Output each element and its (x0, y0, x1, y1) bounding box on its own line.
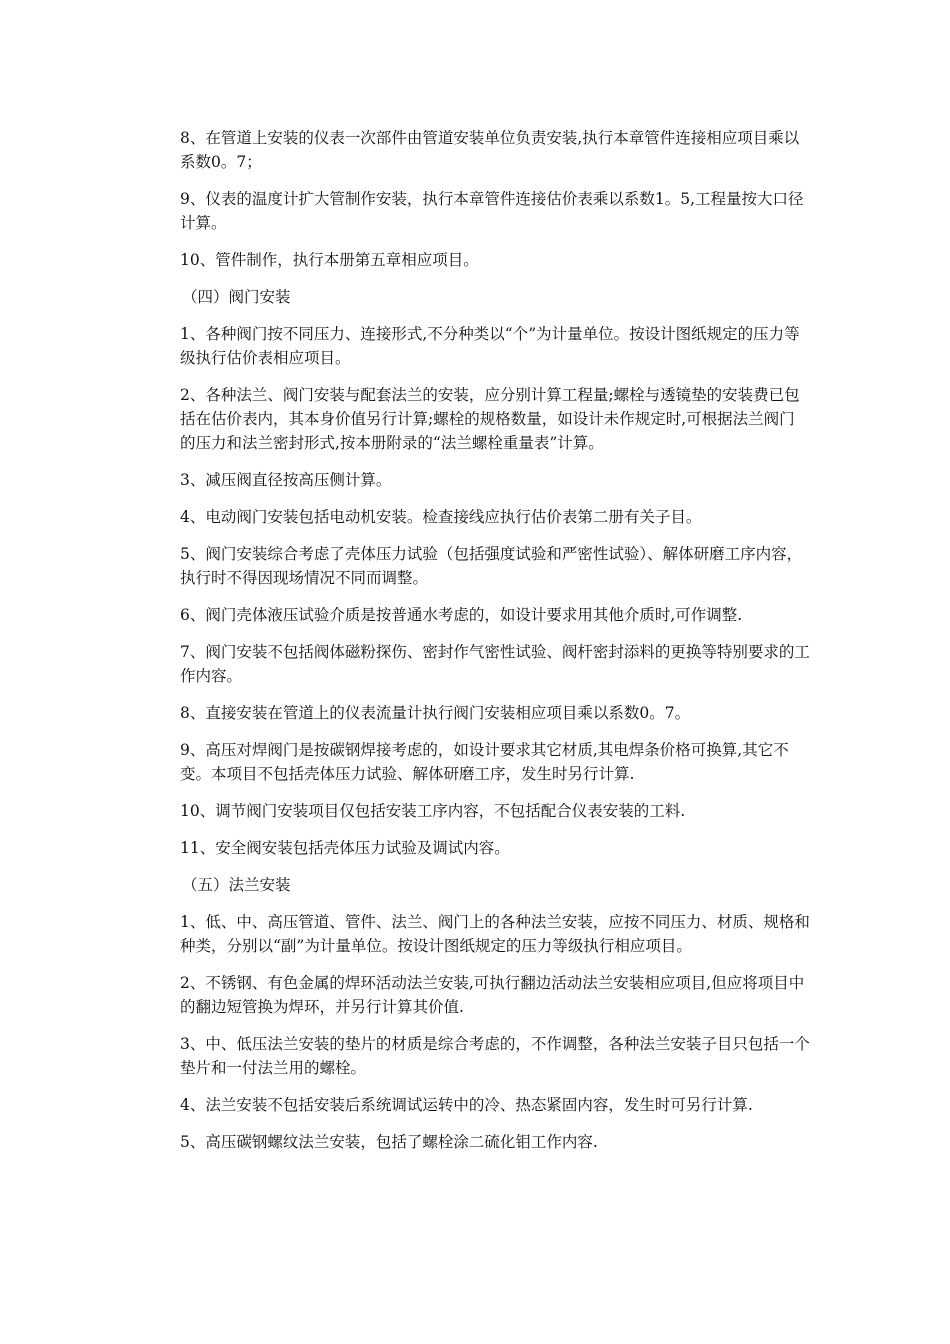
paragraph-flange-valve-quantity: 2、各种法兰、阀门安装与配套法兰的安装，应分别计算工程量;螺栓与透镜垫的安装费已包括在估价表内，其本身价值另行计算;螺栓的规格数量，如设计未作规定时,可根据法兰阀门的压力和法兰密封形式,按本册附录的“法兰螺栓重量表”计算。 (180, 386, 800, 452)
paragraph-valve-unit: 1、各种阀门按不同压力、连接形式,不分种类以“个”为计量单位。按设计图纸规定的压力等级执行估价表相应项目。 (180, 325, 800, 367)
paragraph-electric-valve: 4、电动阀门安装包括电动机安装。检查接线应执行估价表第二册有关子目。 (180, 508, 702, 526)
paragraph-valve-exclusions: 7、阀门安装不包括阀体磁粉探伤、密封作气密性试验、阀杆密封添料的更换等特别要求的工作内容。 (180, 643, 810, 685)
paragraph-thermometer-pipe: 9、仪表的温度计扩大管制作安装，执行本章管件连接估价表乘以系数1。5,工程量按大口径计算。 (180, 190, 804, 232)
paragraph-gasket-material: 3、中、低压法兰安装的垫片的材质是综合考虑的，不作调整，各种法兰安装子目只包括一个垫片和一付法兰用的螺栓。 (180, 1035, 810, 1077)
paragraph-flange-tightening: 4、法兰安装不包括安装后系统调试运转中的冷、热态紧固内容，发生时可另行计算. (180, 1096, 753, 1114)
document-body (180, 126, 810, 1167)
paragraph-threaded-flange: 5、高压碳钢螺纹法兰安装，包括了螺栓涂二硫化钼工作内容. (180, 1133, 598, 1151)
paragraph-pressure-reducing-valve: 3、减压阀直径按高压侧计算。 (180, 471, 392, 489)
paragraph-fitting-fabrication: 10、管件制作，执行本册第五章相应项目。 (180, 251, 479, 269)
section-heading-valve-installation: （四）阀门安装 (182, 288, 291, 306)
paragraph-control-valve: 10、调节阀门安装项目仅包括安装工序内容，不包括配合仪表安装的工料. (180, 802, 686, 820)
paragraph-safety-valve: 11、安全阀安装包括壳体压力试验及调试内容。 (180, 839, 510, 857)
paragraph-high-pressure-welded-valve: 9、高压对焊阀门是按碳钢焊接考虑的，如设计要求其它材质,其电焊条价格可换算,其它不变。本项目不包括壳体压力试验、解体研磨工序，发生时另行计算. (180, 741, 789, 783)
paragraph-hydraulic-test-medium: 6、阀门壳体液压试验介质是按普通水考虑的，如设计要求用其他介质时,可作调整. (180, 606, 743, 624)
paragraph-flowmeter: 8、直接安装在管道上的仪表流量计执行阀门安装相应项目乘以系数0。7。 (180, 704, 691, 722)
section-heading-flange-installation: （五）法兰安装 (182, 876, 291, 894)
paragraph-flange-unit: 1、低、中、高压管道、管件、法兰、阀门上的各种法兰安装，应按不同压力、材质、规格和种类，分别以“副”为计量单位。按设计图纸规定的压力等级执行相应项目。 (180, 913, 810, 955)
paragraph-stainless-flange: 2、不锈钢、有色金属的焊环活动法兰安装,可执行翻边活动法兰安装相应项目,但应将项目中的翻边短管换为焊环，并另行计算其价值. (180, 974, 805, 1016)
paragraph-valve-pressure-test: 5、阀门安装综合考虑了壳体压力试验（包括强度试验和严密性试验）、解体研磨工序内容，执行时不得因现场情况不同而调整。 (180, 545, 803, 587)
paragraph-pipe-instrument-parts: 8、在管道上安装的仪表一次部件由管道安装单位负责安装,执行本章管件连接相应项目乘以系数0。7； (180, 129, 800, 171)
